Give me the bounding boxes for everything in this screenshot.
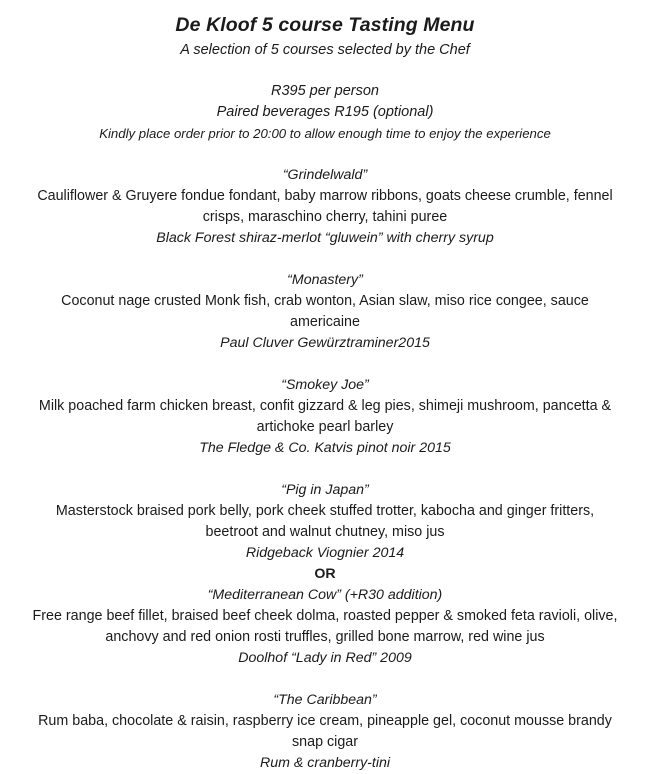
course-description: Free range beef fillet, braised beef cheek dolma, roasted pepper & smoked feta ravioli, olive, anchovy and red onion rosti truffles, grilled bone marrow, red wine jus bbox=[32, 608, 618, 645]
course-name: “Mediterranean Cow” (+R30 addition) bbox=[207, 587, 443, 603]
course-name: “Grindelwald” bbox=[282, 167, 368, 183]
course-pairing: Doolhof “Lady in Red” 2009 bbox=[238, 650, 412, 666]
course-pairing: The Fledge & Co. Katvis pinot noir 2015 bbox=[199, 440, 451, 456]
course-name: “Smokey Joe” bbox=[281, 377, 369, 393]
price-per-person: R395 per person bbox=[270, 83, 379, 99]
course-pairing: Rum & cranberry-tini bbox=[259, 755, 391, 771]
course-pairing: Paul Cluver Gewürztraminer2015 bbox=[220, 335, 430, 351]
menu-intro bbox=[18, 81, 632, 144]
course-description: Rum baba, chocolate & raisin, raspberry ice cream, pineapple gel, coconut mousse brandy snap cigar bbox=[38, 713, 612, 750]
paired-beverages-price: Paired beverages R195 (optional) bbox=[216, 104, 434, 120]
or-divider: OR bbox=[314, 566, 336, 582]
course-monastery bbox=[18, 270, 632, 354]
course-pig-in-japan bbox=[18, 480, 632, 564]
course-the-caribbean bbox=[18, 690, 632, 774]
ordering-notice: Kindly place order prior to 20:00 to allow enough time to enjoy the experience bbox=[99, 126, 551, 141]
course-grindelwald bbox=[18, 165, 632, 249]
course-description: Coconut nage crusted Monk fish, crab wonton, Asian slaw, miso rice congee, sauce americaine bbox=[61, 293, 589, 330]
course-description: Cauliflower & Gruyere fondue fondant, baby marrow ribbons, goats cheese crumble, fennel crisps, maraschino cherry, tahini puree bbox=[37, 188, 613, 225]
course-description: Masterstock braised pork belly, pork cheek stuffed trotter, kabocha and ginger fritters, beetroot and walnut chutney, miso jus bbox=[55, 503, 595, 540]
course-smokey-joe bbox=[18, 375, 632, 459]
course-name: “Monastery” bbox=[287, 272, 363, 288]
course-mediterranean-cow bbox=[18, 564, 632, 669]
course-name: “The Caribbean” bbox=[273, 692, 377, 708]
course-pairing: Black Forest shiraz-merlot “gluwein” with cherry syrup bbox=[156, 230, 494, 246]
course-description: Milk poached farm chicken breast, confit gizzard & leg pies, shimeji mushroom, pancetta & artichoke pearl barley bbox=[38, 398, 612, 435]
course-pairing: Ridgeback Viognier 2014 bbox=[245, 545, 405, 561]
menu-subtitle: A selection of 5 courses selected by the Chef bbox=[180, 42, 470, 58]
course-name: “Pig in Japan” bbox=[281, 482, 369, 498]
menu-title: De Kloof 5 course Tasting Menu bbox=[175, 14, 475, 36]
